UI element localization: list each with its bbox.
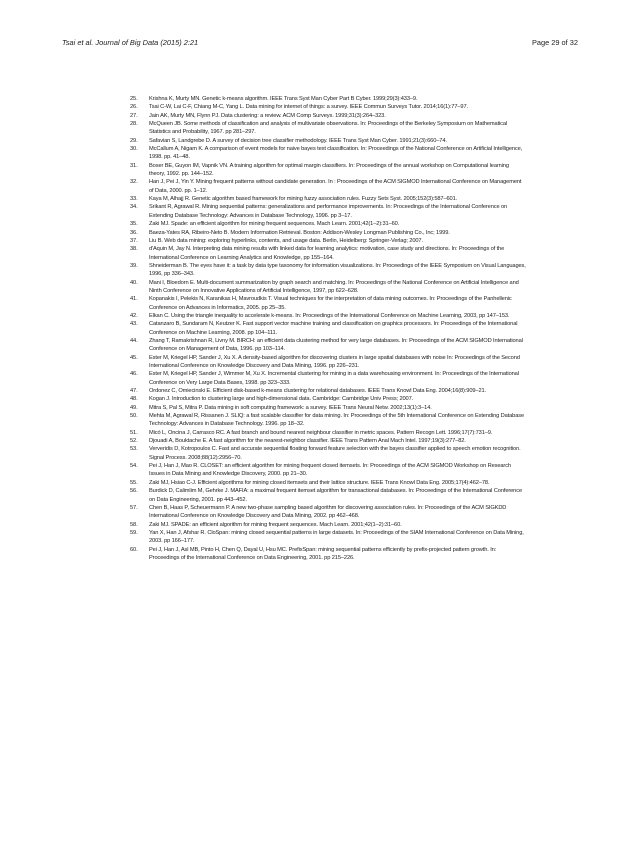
reference-entry [130, 429, 526, 437]
reference-entry [130, 145, 526, 162]
reference-number: 43. [130, 321, 138, 328]
reference-number: 44. [130, 337, 138, 344]
reference-number: 40. [130, 279, 138, 286]
reference-entry [130, 387, 526, 395]
reference-list [130, 95, 526, 562]
reference-entry [130, 404, 526, 412]
reference-entry [130, 437, 526, 445]
reference-number: 47. [130, 388, 138, 395]
reference-entry [130, 354, 526, 371]
reference-text: d'Aquin M, Jay N. Interpreting data mining results with linked data for learning analytics: motivation, case study and directions. In: Proceedings of the International Conference on Learning Analytics and Knowledge, pp 155–164. [149, 246, 505, 261]
reference-text: Yan X, Han J, Afshar R. CloSpan: mining closed sequential patterns in large datasets. In: Proceedings of the SIAM International Conference on Data Mining, 2003. pp 166–177. [149, 529, 524, 545]
reference-entry [130, 262, 526, 279]
reference-number: 35. [130, 221, 138, 228]
reference-entry [130, 295, 526, 312]
reference-entry [130, 103, 526, 111]
reference-entry [130, 445, 526, 462]
reference-number: 56. [130, 488, 138, 495]
reference-number: 30. [130, 146, 138, 153]
reference-text: Zaki MJ. SPADE: an efficient algorithm for mining frequent sequences. Mach Learn. 2001;42(1–2):31–60. [149, 521, 402, 528]
reference-number: 38. [130, 246, 138, 253]
reference-entry [130, 487, 526, 504]
reference-entry [130, 203, 526, 220]
reference-number: 51. [130, 429, 138, 436]
reference-number: 29. [130, 137, 138, 144]
reference-text: Pei J, Han J, Asl MB, Pinto H, Chen Q, Dayal U, Hsu MC. PrefixSpan: mining sequential patterns efficiently by prefix-projected pattern growth. In: Proceedings of the International Conference on Data Engineering, 2001. pp 215–226. [149, 546, 497, 561]
page-number: Page 29 of 32 [531, 38, 578, 47]
reference-text: Zaki MJ, Hsiao C-J. Efficient algorithms for mining closed itemsets and their lattice structure. IEEE Trans Knowl Data Eng. 2005;17(4):462–78. [149, 479, 490, 486]
reference-text: Micó L, Oncina J, Carrasco RC. A fast branch and bound nearest neighbour classifier in metric spaces. Pattern Recogn Lett. 1996;17(7):731–9. [149, 429, 493, 436]
reference-number: 53. [130, 446, 138, 453]
reference-entry [130, 337, 526, 354]
reference-text: Tsai C-W, Lai C-F, Chiang M-C, Yang L. Data mining for internet of things: a survey. IEEE Commun Surveys Tutor. 2014;16(1):77–97. [149, 104, 468, 111]
reference-entry [130, 220, 526, 228]
reference-text: Baeza-Yates RA, Ribeiro-Neto B. Modern Information Retrieval. Boston: Addison-Wesley Longman Publishing Co., Inc; 1999. [149, 229, 450, 236]
reference-text: Zhang T, Ramakrishnan R, Livny M. BIRCH: an efficient data clustering method for very large databases. In: Proceedings of the ACM SIGMOD International Conference on Management of Data, 1996. pp 103–114. [149, 337, 523, 353]
reference-entry [130, 370, 526, 387]
reference-entry [130, 279, 526, 296]
reference-entry [130, 137, 526, 145]
reference-number: 50. [130, 413, 138, 420]
reference-entry [130, 412, 526, 429]
reference-text: Pei J, Han J, Mao R. CLOSET: an efficient algorithm for mining frequent closed itemsets. In: Proceedings of the ACM SIGMOD Workshop on Research Issues in Data Mining and Knowledge Discovery, 2000. pp 21–30. [149, 463, 511, 478]
reference-number: 31. [130, 162, 138, 169]
reference-number: 26. [130, 104, 138, 111]
reference-entry [130, 245, 526, 262]
reference-number: 60. [130, 546, 138, 553]
reference-text: Ester M, Kriegel HP, Sander J, Xu X. A density-based algorithm for discovering clusters in large spatial databases with noise In: Proceedings of the Second International Conference on Knowledge Discovery and Data Mining, 1996. pp 226–231. [149, 354, 520, 369]
reference-text: Mani I, Bloedorn E. Multi-document summarization by graph search and matching. In: Proceedings of the National Conference on Artificial Intelligence and Ninth Conference on Innovative Applications of Artificial Intelligence, 1997, pp 622–628. [149, 279, 519, 294]
reference-text: Boser BE, Guyon IM, Vapnik VN. A training algorithm for optimal margin classifiers. In: Proceedings of the annual workshop on Computational learning theory, 1992. pp. 144–152. [149, 162, 509, 178]
reference-text: Srikant R, Agrawal R. Mining sequential patterns: generalizations and performance improvements. In: Proceedings of the International Conference on Extending Database Technology: Advances in Database Technology, 1996. pp 3–17. [149, 204, 508, 219]
reference-text: Mitra S, Pal S, Mitra P. Data mining in soft computing framework: a survey. IEEE Trans Neural Netw. 2002;13(1):3–14. [149, 404, 432, 411]
reference-text: Shneiderman B. The eyes have it: a task by data type taxonomy for information visualizations. In: Proceedings of the IEEE Symposium on Visual Languages, 1996, pp 336–343. [149, 262, 526, 278]
reference-entry [130, 521, 526, 529]
reference-entry [130, 162, 526, 179]
reference-number: 36. [130, 229, 138, 236]
reference-text: Krishna K, Murty MN. Genetic k-means algorithm. IEEE Trans Syst Man Cyber Part B Cyber. 1999;29(3):433–9. [149, 96, 418, 102]
reference-text: Ordonez C, Omiecinski E. Efficient disk-based k-means clustering for relational databases. IEEE Trans Knowl Data Eng. 2004;16(8):909–21. [149, 388, 487, 395]
reference-entry [130, 120, 526, 137]
reference-text: Liu B. Web data mining: exploring hyperlinks, contents, and usage data. Berlin, Heidelberg: Springer-Verlag; 2007. [149, 237, 423, 244]
reference-text: Chen B, Haas P, Scheuermann P. A new two-phase sampling based algorithm for discovering association rules. In: Proceedings of the ACM SIGKDD International Conference on Knowledge Discovery and Data Mining, 2002. pp 462–468. [149, 504, 507, 520]
reference-entry [130, 320, 526, 337]
reference-entry [130, 546, 526, 563]
reference-text: Han J, Pei J, Yin Y. Mining frequent patterns without candidate generation. In : Proceedings of the ACM SIGMOD International Conference on Management of Data, 2000. pp. 1–12. [149, 179, 522, 194]
reference-number: 41. [130, 296, 138, 303]
reference-entry [130, 237, 526, 245]
reference-text: Mehta M, Agrawal R, Rissanen J. SLIQ: a fast scalable classifier for data mining. In: Proceedings of the 5th International Conference on Extending Database Technology: Advances in Database Technology. 1996. pp 18–32. [149, 413, 525, 428]
reference-number: 28. [130, 121, 138, 128]
reference-entry [130, 504, 526, 521]
reference-text: Burdick D, Calimlim M, Gehrke J. MAFIA: a maximal frequent itemset algorithm for transactional databases. In: Proceedings of the International Conference on Data Engineering, 2001. pp 443–452. [149, 488, 522, 503]
running-header-citation: Tsai et al. Journal of Big Data (2015) 2:21 [62, 38, 199, 47]
reference-text: Kogan J. Introduction to clustering large and high-dimensional data. Cambridge: Cambridge Univ Press; 2007. [149, 396, 414, 403]
reference-number: 42. [130, 312, 138, 319]
reference-number: 46. [130, 371, 138, 378]
reference-number: 27. [130, 112, 138, 119]
reference-text: Jain AK, Murty MN, Flynn PJ. Data clustering: a review. ACM Comp Surveys. 1999;31(3):264–323. [149, 112, 386, 119]
reference-number: 58. [130, 521, 138, 528]
reference-text: Kopanakis I, Pelekis N, Karanikas H, Mavroudkis T. Visual techniques for the interpretation of data mining outcomes. In: Proceedings of the Panhellenic Conference on Advances in Informatics, 2005. pp 25–35. [149, 296, 512, 311]
reference-text: McQueen JB. Some methods of classification and analysis of multivariate observations. In: Proceedings of the Berkeley Symposium on Mathematical Statistics and Probability, 1967. pp 281–297. [149, 121, 508, 136]
reference-number: 25. [130, 96, 138, 102]
reference-entry [130, 395, 526, 403]
reference-text: McCallum A, Nigam K. A comparison of event models for naive bayes text classification. In: Proceedings of the National Conference on Artificial Intelligence, 1998. pp. 41–48. [149, 146, 523, 161]
reference-text: Ververidis D, Kotropoulos C. Fast and accurate sequential floating forward feature selection with the bayes classifier applied to speech emotion recognition. Signal Process. 2008;88(12):2956–70. [149, 446, 521, 461]
reference-entry [130, 229, 526, 237]
reference-number: 34. [130, 204, 138, 211]
reference-entry [130, 479, 526, 487]
reference-entry [130, 195, 526, 203]
reference-entry [130, 529, 526, 546]
reference-number: 33. [130, 196, 138, 203]
reference-number: 48. [130, 396, 138, 403]
reference-text: Zaki MJ. Spade: an efficient algorithm for mining frequent sequences. Mach Learn. 2001;42(1–2):31–60. [149, 221, 400, 228]
reference-number: 57. [130, 504, 138, 511]
reference-number: 32. [130, 179, 138, 186]
reference-number: 55. [130, 479, 138, 486]
reference-text: Djouadi A, Bouktache E. A fast algorithm for the nearest-neighbor classifier. IEEE Trans Pattern Anal Mach Intel. 1997;19(3):277–82. [149, 438, 466, 445]
reference-text: Safavian S, Landgrebe D. A survey of decision tree classifier methodology. IEEE Trans Syst Man Cyber. 1991;21(3):660–74. [149, 137, 447, 144]
reference-text: Kaya M, Alhajj R. Genetic algorithm based framework for mining fuzzy association rules. Fuzzy Sets Syst. 2005;152(3):587–601. [149, 196, 458, 203]
reference-number: 59. [130, 529, 138, 536]
reference-entry [130, 95, 526, 103]
reference-text: Ester M, Kriegel HP, Sander J, Wimmer M, Xu X. Incremental clustering for mining in a data warehousing environment. In: Proceedings of the International Conference on Very Large Data Bases, 1998. pp 323–333. [149, 371, 519, 386]
reference-text: Elkan C. Using the triangle inequality to accelerate k-means. In: Proceedings of the International Conference on Machine Learning, 2003, pp 147–153. [149, 312, 510, 319]
reference-number: 52. [130, 438, 138, 445]
reference-entry [130, 312, 526, 320]
reference-number: 37. [130, 237, 138, 244]
reference-entry [130, 462, 526, 479]
reference-text: Catanzaro B, Sundaram N, Keutzer K. Fast support vector machine training and classification on graphics processors. In: Proceedings of the International Conference on Machine Learning, 2008. pp 104–111. [149, 321, 518, 336]
reference-number: 49. [130, 404, 138, 411]
reference-number: 45. [130, 354, 138, 361]
reference-entry [130, 178, 526, 195]
reference-entry [130, 112, 526, 120]
reference-number: 54. [130, 463, 138, 470]
reference-number: 39. [130, 262, 138, 269]
